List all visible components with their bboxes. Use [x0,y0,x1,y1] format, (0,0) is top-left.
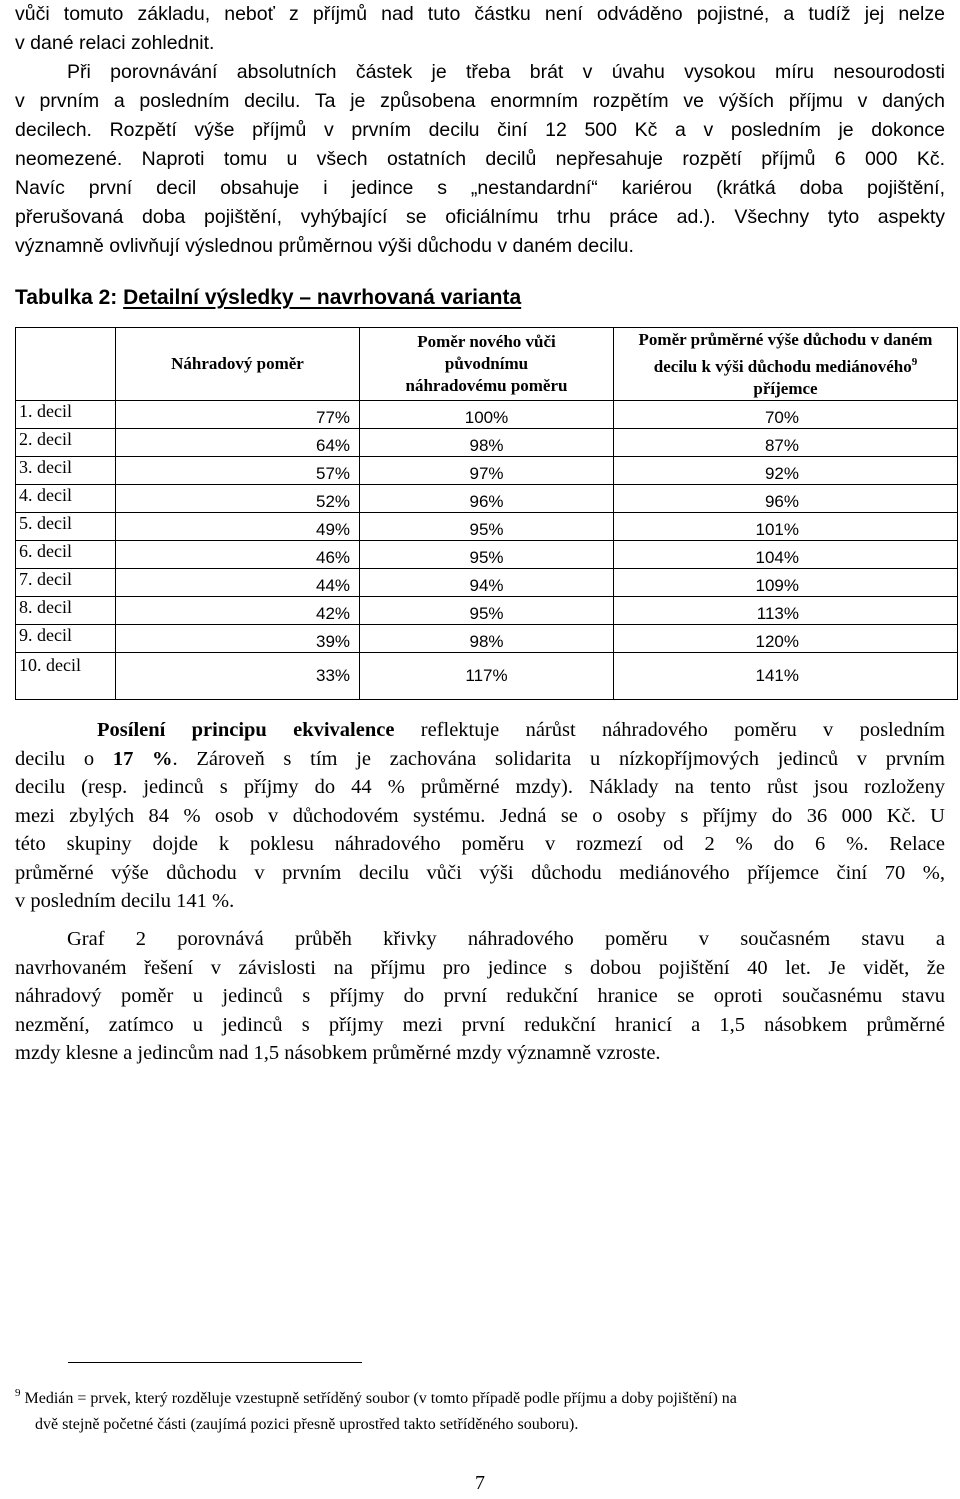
cell-ratio: 77% [116,401,360,429]
cell-ratio: 39% [116,625,360,653]
cell-relative: 98% [360,429,614,457]
row-label: 6. decil [16,541,116,569]
table-row [16,653,958,700]
table-header-row [16,328,958,401]
table-row [16,597,958,625]
cell-pension: 141% [614,653,958,700]
page-number: 7 [475,1472,485,1494]
cell-relative: 117% [360,653,614,700]
table-title-prefix: Tabulka 2: [15,286,124,309]
text-line: Posílení principu ekvivalence reflektuje nárůst náhradového poměru v posledním [97,719,945,741]
cell-pension: 101% [614,513,958,541]
text-line: neomezené. Naproti tomu u všech ostatních decilů nepřesahuje rozpětí příjmů 6 000 Kč. [15,148,945,170]
cell-relative: 95% [360,513,614,541]
cell-pension: 113% [614,597,958,625]
row-label: 1. decil [16,401,116,429]
text-line: Graf 2 porovnává průběh křivky náhradového poměru v současném stavu a [67,928,945,950]
bold-percent: 17 % [112,747,173,770]
header-relative-ratio: Poměr nového vůči původnímu náhradovému poměru [360,328,614,401]
footnote-line: dvě stejně početné části (zaujímá pozici přesně uprostřed takto setříděného souboru). [35,1416,579,1433]
text-line: v prvním a posledním decilu. Ta je způsobena enormním rozpětím ve výších příjmu v daných [15,90,945,112]
graph-paragraph [15,925,945,1068]
text-line: průměrné výše důchodu v prvním decilu vůči výši důchodu mediánového příjemce činí 70 %, [15,861,945,884]
text-line: vůči tomuto základu, neboť z příjmů nad tuto částku není odváděno pojistné, a tudíž jej nelze [15,3,945,25]
cell-ratio: 64% [116,429,360,457]
cell-relative: 94% [360,569,614,597]
table-row [16,457,958,485]
cell-pension: 120% [614,625,958,653]
table-row [16,429,958,457]
intro-paragraph [15,0,945,261]
row-label: 9. decil [16,625,116,653]
text-line: náhradový poměr u jedinců s příjmy do první redukční hranice se oproti současnému stavu [15,985,945,1007]
text-line: mezi zbylých 84 % osob v důchodovém systému. Jedná se o osoby s příjmy do 36 000 Kč. U [15,804,945,827]
row-label: 3. decil [16,457,116,485]
cell-ratio: 44% [116,569,360,597]
text-line: Při porovnávání absolutních částek je třeba brát v úvahu vysokou míru nesourodosti [67,61,945,83]
cell-pension: 96% [614,485,958,513]
text-line: této skupiny dojde k poklesu náhradového poměru v rozmezí od 2 % do 6 %. Relace [15,833,945,855]
cell-ratio: 52% [116,485,360,513]
table-title [15,286,521,310]
text-line: v posledním decilu 141 %. [15,890,235,912]
text-line: decilu o 17 %. Zároveň s tím je zachována solidarita u nízkopříjmových jedinců v prvním [15,747,945,770]
equivalence-paragraph [15,716,945,916]
cell-relative: 100% [360,401,614,429]
row-label: 7. decil [16,569,116,597]
footnote-line: $^9$ Medián = prvek, který rozděluje vzestupně setříděný soubor (v tomto případě podle příjmu a doby pojištění) na [15,1387,737,1407]
table-title-underlined: Detailní výsledky – navrhovaná varianta [123,286,522,309]
text-line: decilu (resp. jedinců s příjmy do 44 % průměrné mzdy). Náklady na tento růst jsou rozloženy [15,776,945,798]
footnote [15,1380,945,1438]
cell-pension: 104% [614,541,958,569]
table-row [16,569,958,597]
table-row [16,541,958,569]
results-table [15,327,958,700]
header-pension-ratio: Poměr průměrné výše důchodu v daném decilu k výši důchodu mediánového$^9$ příjemce [614,328,958,401]
row-label: 5. decil [16,513,116,541]
row-label: 2. decil [16,429,116,457]
cell-pension: 70% [614,401,958,429]
cell-relative: 98% [360,625,614,653]
cell-ratio: 42% [116,597,360,625]
cell-ratio: 46% [116,541,360,569]
cell-relative: 95% [360,541,614,569]
text-line: významně ovlivňují výslednou průměrnou výši důchodu v daném decilu. [15,235,634,257]
header-replacement-ratio: Náhradový poměr [116,328,360,401]
header-empty [16,328,116,401]
cell-ratio: 33% [116,653,360,700]
text-line: navrhovaném řešení v závislosti na příjmu pro jedince s dobou pojištění 40 let. Je vidět, že [15,956,945,979]
table-row [16,401,958,429]
text-line: přerušovaná doba pojištění, vyhýbající se oficiálnímu trhu práce ad.). Všechny tyto aspekty [15,206,945,228]
cell-pension: 87% [614,429,958,457]
cell-relative: 95% [360,597,614,625]
footnote-number: 9 [15,1387,21,1399]
bold-phrase: Posílení principu ekvivalence [97,719,395,741]
cell-pension: 109% [614,569,958,597]
cell-relative: 97% [360,457,614,485]
row-label: 8. decil [16,597,116,625]
footnote-separator [68,1362,362,1363]
cell-ratio: 57% [116,457,360,485]
row-label: 10. decil [16,653,116,700]
text-line: v dané relaci zohlednit. [15,32,215,54]
text-line: mzdy klesne a jedincům nad 1,5 násobkem průměrné mzdy významně vzroste. [15,1042,661,1064]
cell-relative: 96% [360,485,614,513]
text-line: decilech. Rozpětí výše příjmů v prvním decilu činí 12 500 Kč a v posledním je dokonce [15,119,945,141]
text-line: Navíc první decil obsahuje i jedince s „nestandardní“ kariérou (krátká doba pojištění, [15,177,945,199]
table-row [16,625,958,653]
text-line: nezmění, zatímco u jedinců s příjmy mezi první redukční hranicí a 1,5 násobkem průměrné [15,1013,945,1036]
row-label: 4. decil [16,485,116,513]
cell-pension: 92% [614,457,958,485]
cell-ratio: 49% [116,513,360,541]
table-row [16,513,958,541]
table-row [16,485,958,513]
